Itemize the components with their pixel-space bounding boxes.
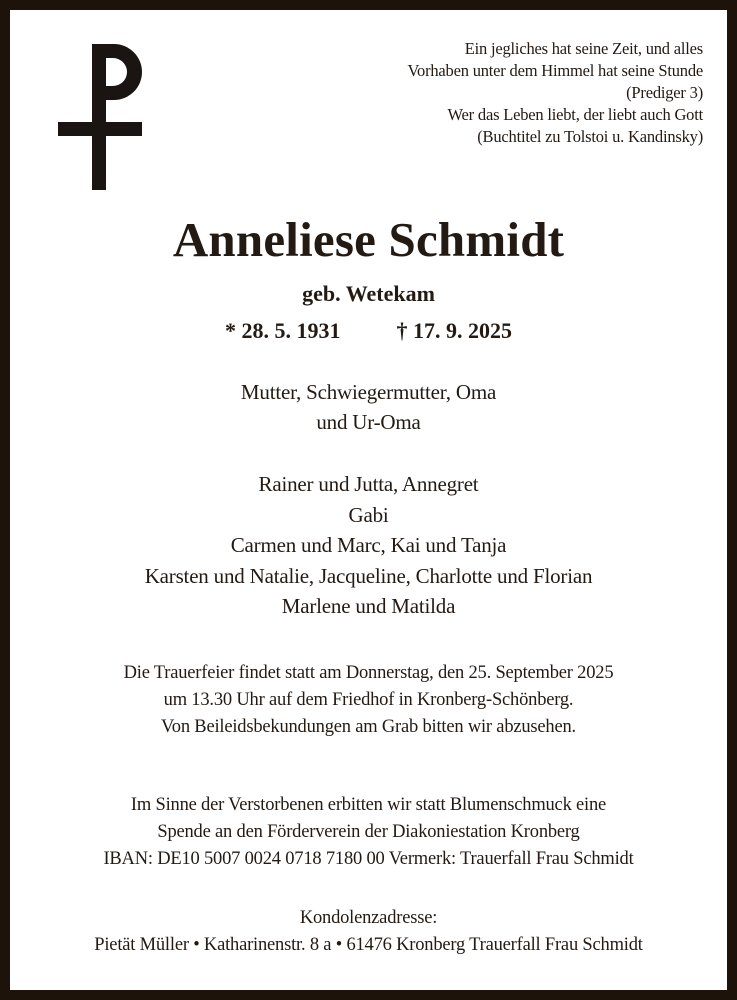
- quote-line: Vorhaben unter dem Himmel hat seine Stunde: [407, 61, 703, 80]
- donation-line: Im Sinne der Verstorbenen erbitten wir statt Blumenschmuck eine: [130, 795, 607, 815]
- funeral-info: [10, 660, 727, 741]
- mourner-line: Marlene und Matilda: [281, 594, 456, 618]
- chi-rho-cross-icon: [58, 42, 142, 192]
- iban-line: IBAN: DE10 5007 0024 0718 7180 00 Vermerk: Trauerfall Frau Schmidt: [103, 849, 634, 869]
- condolence-label: Kondolenzadresse:: [299, 908, 438, 928]
- quote-source: (Prediger 3): [626, 83, 703, 102]
- funeral-info-line: Von Beileidsbekundungen am Grab bitten wir abzusehen.: [161, 717, 576, 737]
- mourner-line: Karsten und Natalie, Jacqueline, Charlotte und Florian: [144, 563, 593, 588]
- mourner-line: Rainer und Jutta, Annegret: [258, 472, 479, 496]
- condolence-address-line: Pietät Müller • Katharinenstr. 8 a • 61476 Kronberg Trauerfall Frau Schmidt: [94, 935, 643, 955]
- life-dates: [10, 316, 727, 346]
- mourner-line: Gabi: [348, 502, 389, 527]
- funeral-info-line: Die Trauerfeier findet statt am Donnerstag, den 25. September 2025: [123, 663, 614, 683]
- maiden-name: geb. Wetekam: [302, 281, 435, 306]
- funeral-info-line: um 13.30 Uhr auf dem Friedhof in Kronberg-Schönberg.: [163, 690, 574, 710]
- obituary-card: [10, 10, 727, 990]
- mourner-line: Carmen und Marc, Kai und Tanja: [230, 533, 507, 557]
- condolence-address: [10, 905, 727, 959]
- bible-quote: [407, 38, 703, 148]
- relation-line: und Ur-Oma: [316, 410, 421, 434]
- mourners-list: [10, 469, 727, 622]
- quote-line: Wer das Leben liebt, der liebt auch Gott: [447, 105, 703, 124]
- relation-line: Mutter, Schwiegermutter, Oma: [240, 380, 497, 404]
- donation-line: Spende an den Förderverein der Diakoniestation Kronberg: [157, 822, 580, 842]
- quote-source: (Buchtitel zu Tolstoi u. Kandinsky): [477, 127, 703, 146]
- deceased-name: Anneliese Schmidt: [172, 212, 565, 267]
- quote-line: Ein jegliches hat seine Zeit, und alles: [464, 39, 703, 58]
- relation-block: [10, 377, 727, 437]
- death-date: † 17. 9. 2025: [396, 318, 512, 343]
- birth-date: * 28. 5. 1931: [225, 318, 341, 343]
- donation-info: [10, 792, 727, 873]
